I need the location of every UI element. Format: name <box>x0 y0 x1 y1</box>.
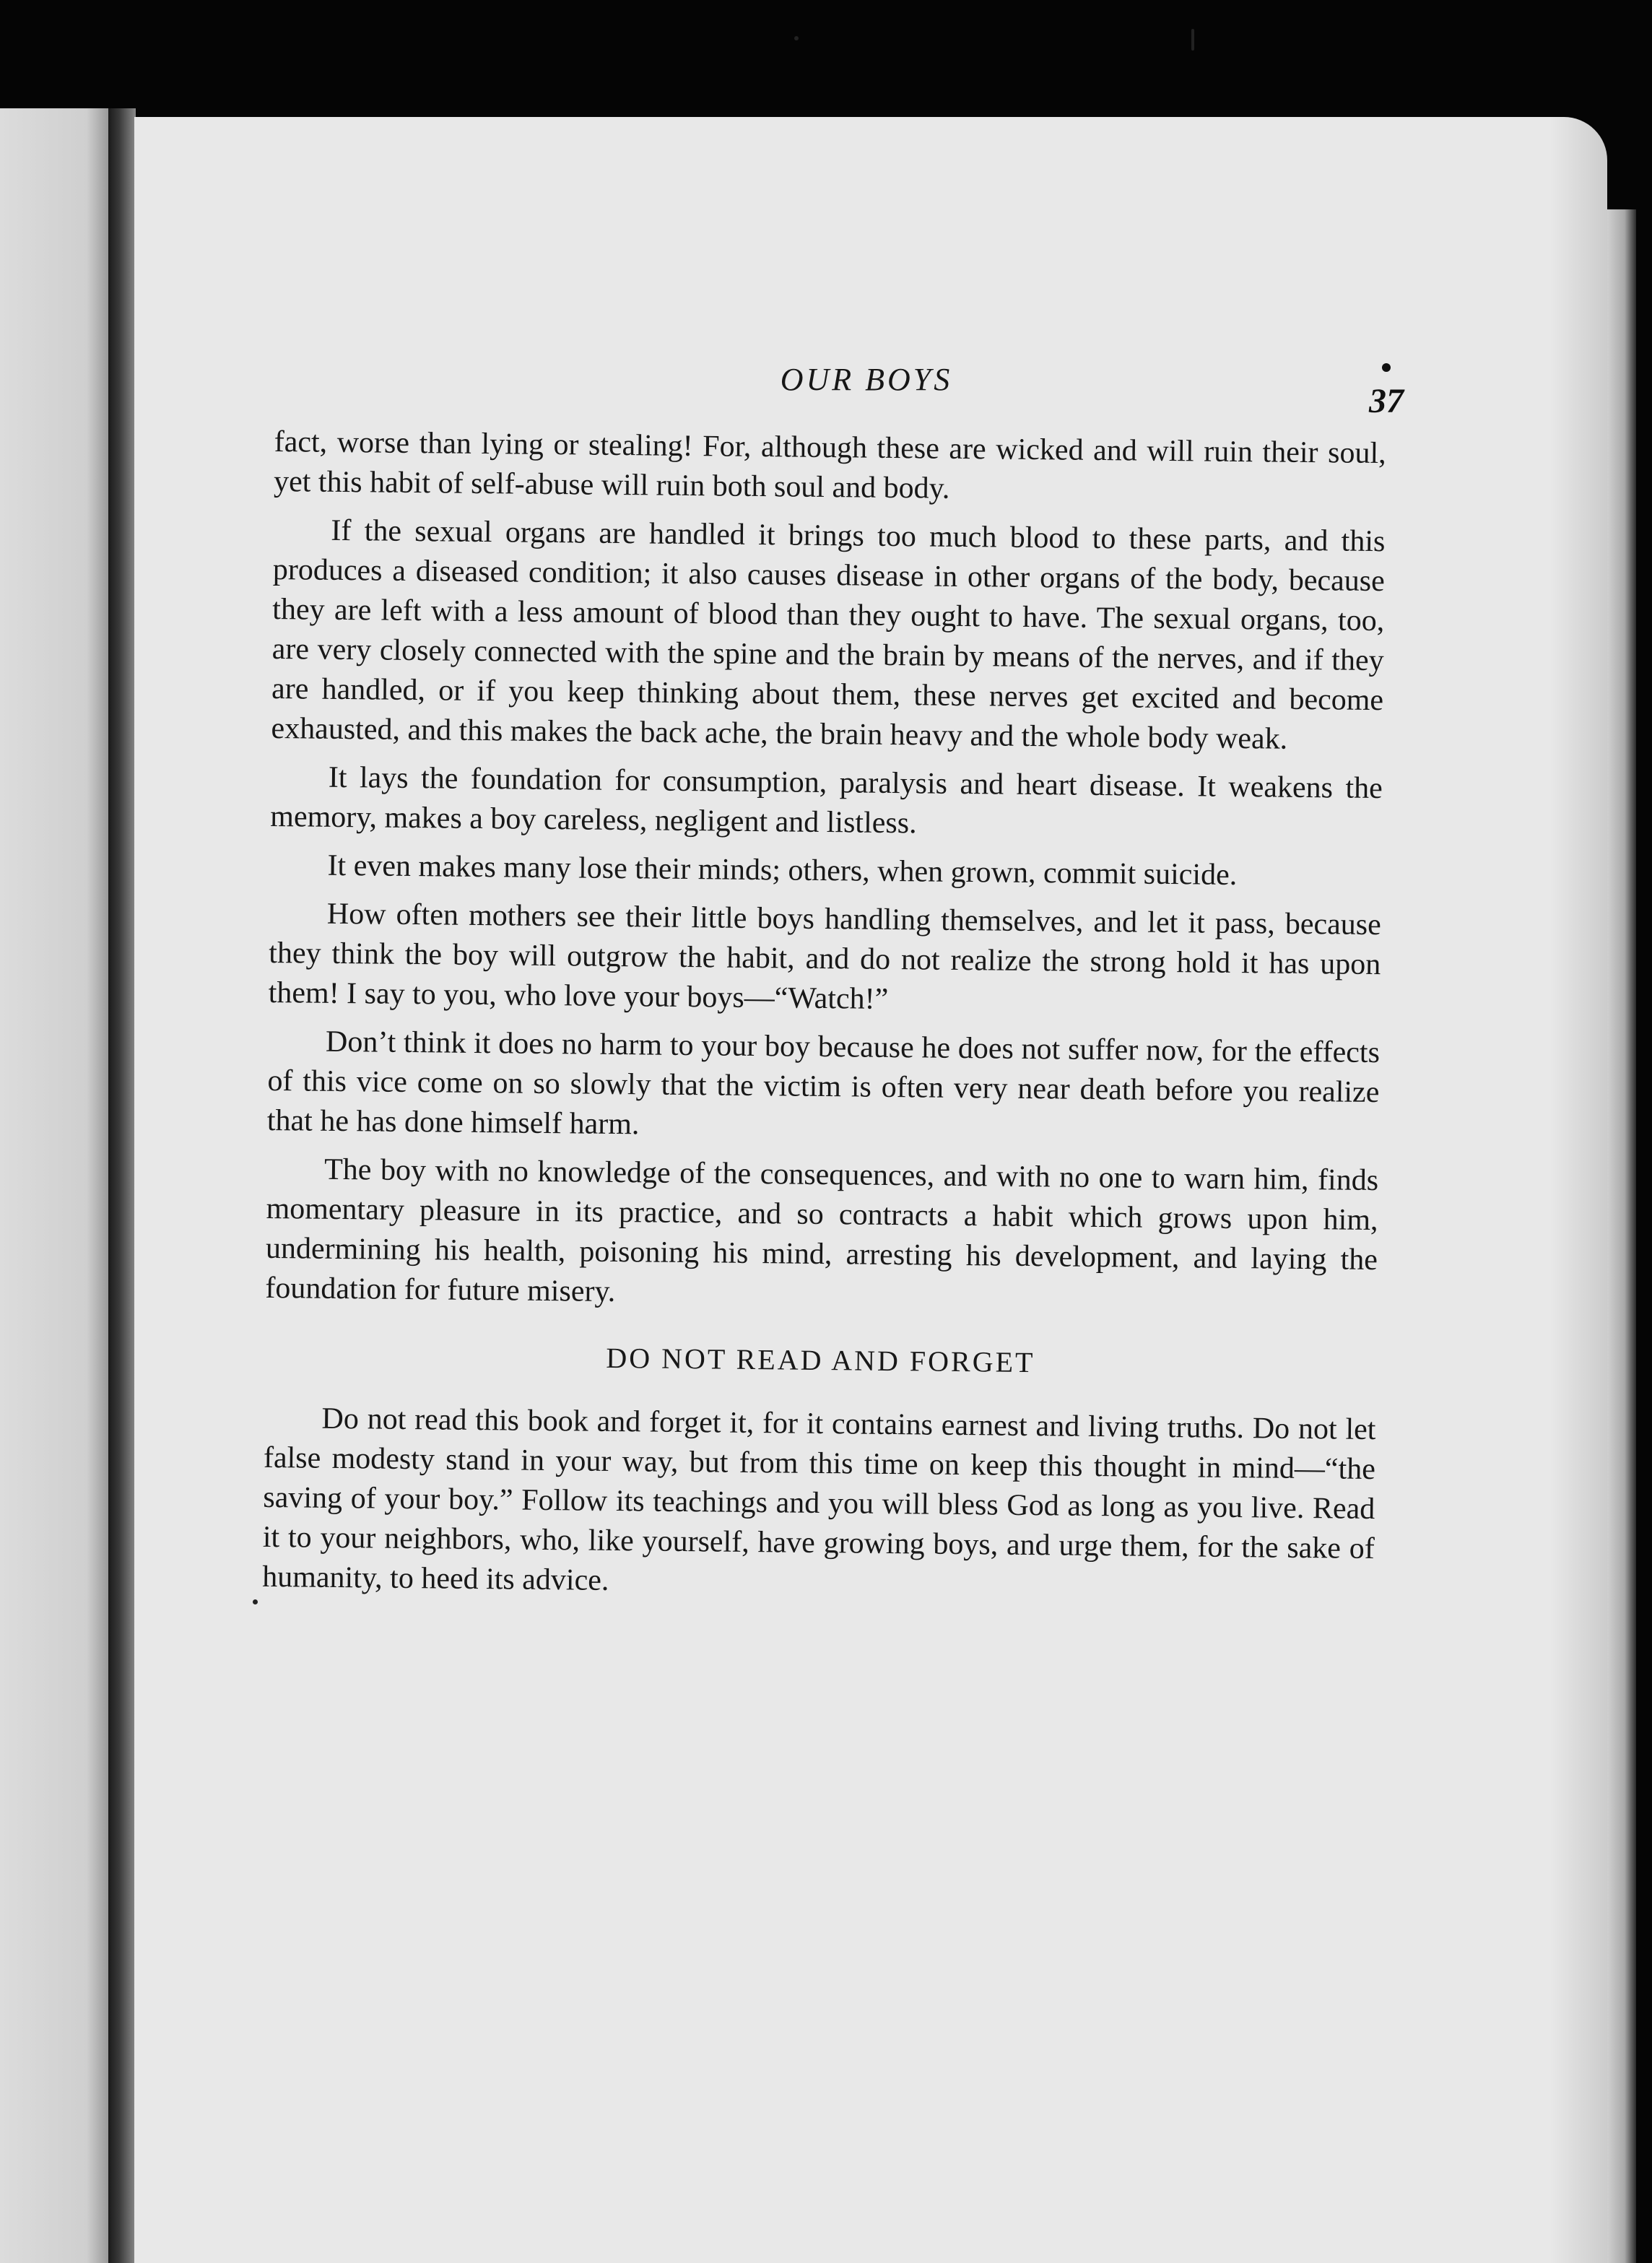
paragraph: Don’t think it does no harm to your boy because he does not suffer now, for the effects of this vice come on so slowly that the victim is often very near death before you realize that he has done himself harm. <box>266 1025 1381 1142</box>
body-text <box>262 422 1386 1617</box>
book-gutter <box>108 108 136 2263</box>
paragraph: It even makes many lose their minds; others, when grown, commit suicide. <box>327 848 1238 892</box>
dust-speck <box>794 36 799 40</box>
paragraph: If the sexual organs are handled it brings too much blood to these parts, and this produces a diseased condition; it also causes disease in other organs of the body, because they are left with a less amount of blood than they ought to have. The sexual organs, too, are very closely connected with the spine and the brain by means of the nerves, and if they are handled, or if you keep thinking about them, these nerves get excited and become exhausted, and this makes the back ache, the brain heavy and the whole body weak. <box>271 513 1386 756</box>
paragraph: How often mothers see their little boys handling themselves, and let it pass, because they think the boy will outgrow the habit, and do not realize the strong hold it has upon them! I say to you, who love your boys—“Watch!” <box>268 897 1382 1016</box>
page-number: 37 <box>1369 382 1404 420</box>
dust-speck <box>253 1599 258 1604</box>
page-shadow <box>1549 117 1607 2263</box>
paragraph: fact, worse than lying or stealing! For, although these are wicked and will ruin their soul, yet this habit of self-abuse will ruin both soul and body. <box>273 425 1386 505</box>
closing-paragraph: Do not read this book and forget it, for it contains earnest and living truths. Do not let false modesty stand in your way, but from this time on keep this thought in mind—“the saving of your boy.” Follow its teachings and you will bless God as long as you live. Read it to your neighbors, who, like yourself, have growing boys, and urge them, for the sake of humanity, to heed its advice. <box>262 1402 1376 1597</box>
page-number-dot <box>1382 363 1391 372</box>
running-head: OUR BOYS <box>780 362 953 397</box>
dust-speck <box>1191 29 1194 51</box>
left-page-edge <box>0 108 108 2263</box>
section-heading: DO NOT READ AND FORGET <box>606 1341 1035 1379</box>
paragraph: It lays the foundation for consumption, paralysis and heart disease. It weakens the memory, makes a boy careless, negligent and listless. <box>270 760 1383 841</box>
paragraph: The boy with no knowledge of the consequences, and with no one to warn him, finds momentary pleasure in its practice, and so contracts a habit which grows upon him, undermining his health, poisoning his mind, arresting his development, and laying the foundation for future misery. <box>265 1152 1379 1309</box>
page-stack-edge <box>1607 209 1636 2263</box>
